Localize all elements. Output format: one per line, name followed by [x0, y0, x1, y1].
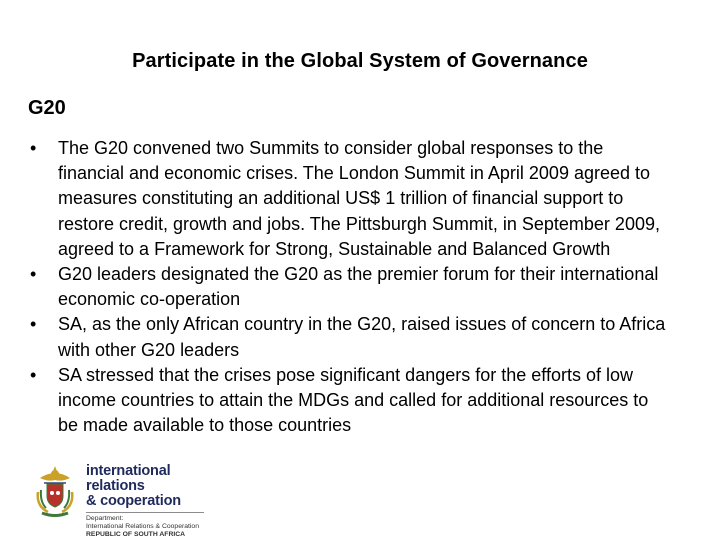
bullet-text: SA, as the only African country in the G20, raised issues of concern to Africa with other G20 leaders: [58, 314, 666, 360]
bullet-item: [30, 262, 670, 312]
bullet-item: [30, 363, 670, 439]
bullet-item: [30, 312, 670, 362]
bullet-list: [30, 136, 670, 438]
section-heading: G20: [28, 97, 66, 119]
logo-dept-label: Department:: [86, 515, 124, 522]
logo-divider: [86, 512, 204, 513]
bullet-text: G20 leaders designated the G20 as the premier forum for their international economic co-operation: [58, 264, 659, 310]
slide-title: Participate in the Global System of Governance: [132, 50, 588, 72]
coat-of-arms-icon: [32, 462, 78, 518]
logo-line-2: & cooperation: [86, 493, 181, 509]
bullet-text: SA stressed that the crises pose significant dangers for the efforts of low income countries to attain the MDGs and called for additional resources to be made available to those countries: [58, 364, 649, 436]
bullet-text: The G20 convened two Summits to consider global responses to the financial and economic crises. The London Summit in April 2009 agreed to measures constituting an additional US$ 1 trillion of financial support to restore credit, growth and jobs. The Pittsburgh Summit, in September 2009, agreed to a Framework for Strong, Sustainable and Balanced Growth: [58, 138, 660, 259]
logo-text: [86, 464, 220, 539]
bullet-icon: •: [30, 138, 37, 158]
dirco-logo: [30, 462, 220, 538]
bullet-item: [30, 136, 670, 262]
logo-dept-name: International Relations & Cooperation: [86, 523, 199, 530]
bullet-icon: •: [30, 364, 37, 385]
logo-country: REPUBLIC OF SOUTH AFRICA: [86, 531, 186, 538]
logo-line-1: international relations: [86, 463, 171, 494]
bullet-icon: •: [30, 264, 37, 285]
bullet-icon: •: [30, 314, 37, 335]
